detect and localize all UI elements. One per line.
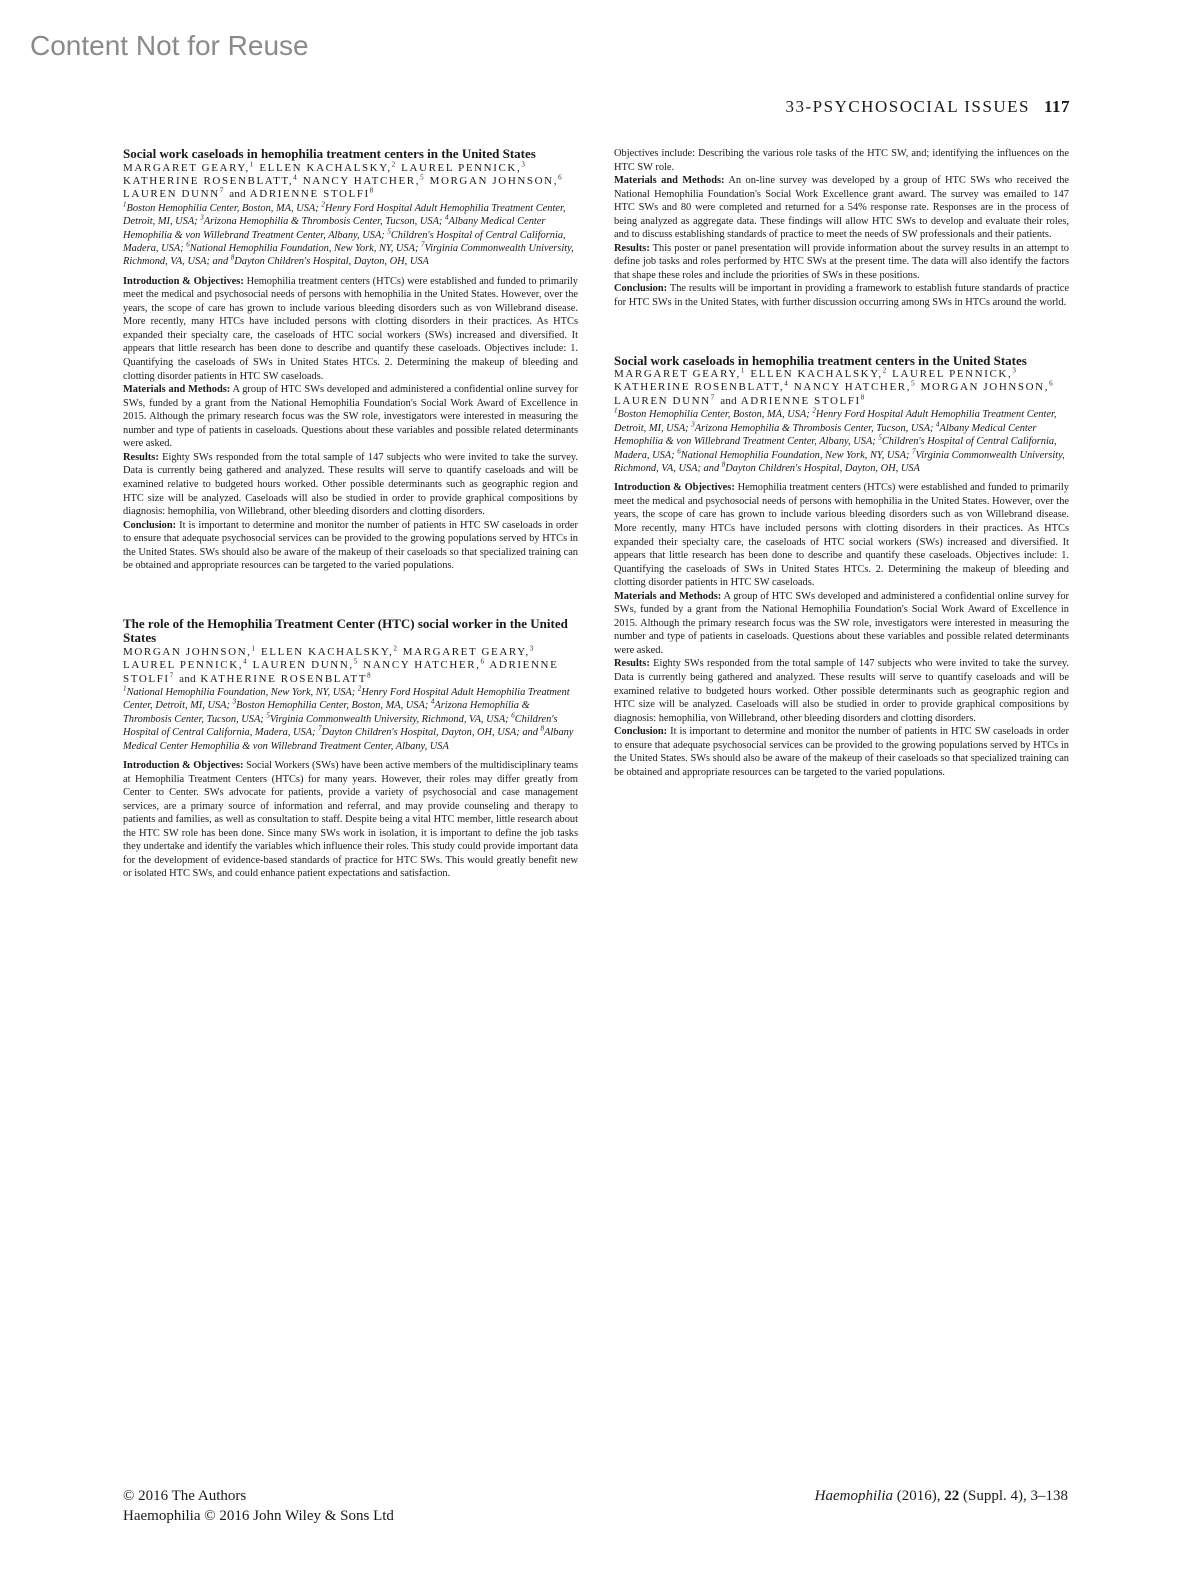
section-title: 33-PSYCHOSOCIAL ISSUES (785, 97, 1030, 116)
abstract-title: The role of the Hemophilia Treatment Center (HTC) social worker in the United States (123, 615, 568, 646)
affiliation: $^1$Boston Hemophilia Center, Boston, MA, USA; (123, 200, 319, 214)
author: MORGAN JOHNSON,$^6$ (920, 379, 1055, 394)
affiliation: $^6$Children's Hospital of Central California, Madera, USA; (123, 711, 558, 739)
affiliation: $^6$National Hemophilia Foundation, New York, NY, USA; (677, 447, 910, 461)
author: KATHERINE ROSENBLATT,$^4$ (123, 173, 299, 187)
author: MARGARET GEARY,$^1$ (614, 366, 746, 381)
abstract-section: Materials and Methods: An on-line survey was developed by a group of HTC SWs who received the National Hemophilia Foundation's Social Work Excellence grant award. The survey was emailed to 147 HTC SWs and 80 were completed and returned for a 54% response rate. Responses are in the process of being analyzed as aggregate data. These findings will allow HTC SWs to develop and evaluate their roles, and to discuss establishing standards of practice to meet the needs of SW professionals and their patients. (614, 175, 1070, 241)
column-right (614, 147, 1069, 779)
author: ELLEN KACHALSKY,$^2$ (259, 159, 397, 174)
author: NANCY HATCHER,$^5$ (793, 379, 917, 394)
abstract-affiliations (123, 202, 578, 269)
affiliation: $^5$Children's Hospital of Central California, Madera, USA; (123, 227, 566, 254)
abstract-section: Introduction & Objectives: Hemophilia treatment centers (HTCs) were established and funded to primarily meet the medical and psychosocial needs of persons with hemophilia in the United States. However, over the years, the scope of care has grown to include various bleeding disorders such as von Willebrand disease. More recently, many HTCs have included persons with clotting disorders in their practices. As HTCs expanded their specialty care, the caseloads of HTC social workers (SWs) increased and diversified. It appears that little research has been done to describe and quantify these caseloads. Objectives include: 1. Quantifying the caseloads of SWs in United States HTCs. 2. Determining the makeup of bleeding and clotting disorder patients in HTC SW caseloads. (614, 482, 1069, 589)
journal-pages: (Suppl. 4), 3–138 (963, 1488, 1068, 1504)
abstract-section: Introduction & Objectives: Hemophilia treatment centers (HTCs) were established and funded to primarily meet the medical and psychosocial needs of persons with hemophilia in the United States. However, over the years, the scope of care has grown to include various bleeding disorders such as von Willebrand disease. More recently, many HTCs have included persons with clotting disorders in their practices. As HTCs expanded their specialty care, the caseloads of HTC social workers (SWs) increased and diversified. It appears that little research has been done to describe and quantify these caseloads. Objectives include: 1. Quantifying the caseloads of SWs in United States HTCs. 2. Determining the makeup of bleeding and clotting disorder patients in HTC SW caseloads. (123, 275, 578, 382)
author: ADRIENNE STOLFI$^8$ (740, 393, 866, 407)
affiliation: $^7$Dayton Children's Hospital, Dayton, OH, USA; and (318, 724, 538, 739)
author: ADRIENNE STOLFI$^7$ (123, 659, 559, 685)
and-conjunction: and (229, 188, 246, 201)
affiliation: $^3$Boston Hemophilia Center, Boston, MA, USA; (232, 697, 429, 712)
abstract (123, 617, 578, 881)
affiliation: $^3$Arizona Hemophilia & Thrombosis Center, Tucson, USA; (691, 420, 934, 434)
abstract-section: Objectives include: Describing the various role tasks of the HTC SW, and; identifying the influences on the HTC SW role. (614, 148, 1069, 173)
abstract-section: Results: This poster or panel presentation will provide information about the survey results in an attempt to define job tasks and roles performed by HTC SWs at the present time. The data will also identify the factors that shape these roles and include the priorities of SWs in these positions. (614, 242, 1069, 281)
journal-year: (2016), (896, 1488, 941, 1504)
affiliation: $^2$Henry Ford Hospital Adult Hemophilia Treatment Center, Detroit, MI, USA; (123, 200, 566, 228)
footer-citation (815, 1486, 1068, 1506)
abstract-section: Conclusion: It is important to determine and monitor the number of patients in HTC SW caseloads in order to ensure that adequate psychosocial services can be provided to the growing populations served by HTCs in the United States. SWs should also be aware of the makeup of their caseloads so that specialized training can be obtained and appropriate resources can be targeted to the varied populations. (614, 726, 1069, 778)
author: KATHERINE ROSENBLATT,$^4$ (614, 379, 790, 394)
abstract-title: Social work caseloads in hemophilia treatment centers in the United States (123, 146, 536, 161)
abstract-section: Materials and Methods: A group of HTC SWs developed and administered a confidential online survey for SWs, funded by a grant from the National Hemophilia Foundation's Social Work Award of Excellence in 2015. Although the primary research focus was the SW role, investigators were interested in measuring the number and type of patients in caseloads. Questions about these variables and possible related determinants were asked. (614, 590, 1069, 656)
abstract-authors (123, 646, 578, 686)
abstract-continued (614, 147, 1069, 310)
author: LAUREL PENNICK,$^4$ (123, 657, 249, 672)
abstract (614, 354, 1069, 780)
affiliation: $^4$Arizona Hemophilia & Thrombosis Center, Tucson, USA; (123, 697, 530, 725)
affiliation: $^1$National Hemophilia Foundation, New York, NY, USA; (123, 684, 356, 698)
affiliation: $^6$National Hemophilia Foundation, New York, NY, USA; (186, 240, 419, 254)
abstract-section: Results: Eighty SWs responded from the total sample of 147 subjects who were invited to take the survey. Data is currently being gathered and analyzed. These results will serve to quantify caseloads and will be examined relative to budgeted hours worked. Other possible determinants such as geographic region and HTC size will be analyzed. Caseloads will also be studied in order to provide graphical compositions by diagnosis: hemophilia, von Willebrand, other bleeding disorders and clotting disorders. (123, 451, 578, 518)
abstract-section: Results: Eighty SWs responded from the total sample of 147 subjects who were invited to take the survey. Data is currently being gathered and analyzed. These results will serve to quantify caseloads and will be examined relative to budgeted hours worked. Other possible determinants such as geographic region and HTC size will be analyzed. Caseloads will also be studied in order to provide graphical compositions by diagnosis: hemophilia, von Willebrand, other bleeding disorders and clotting disorders. (614, 658, 1069, 724)
abstract-affiliations (614, 408, 1069, 475)
author: MORGAN JOHNSON,$^6$ (429, 173, 564, 187)
affiliation: $^3$Arizona Hemophilia & Thrombosis Center, Tucson, USA; (200, 213, 443, 228)
affiliation: $^4$Albany Medical Center Hemophilia & von Willebrand Treatment Center, Albany, USA; (123, 213, 546, 241)
abstract-authors (614, 368, 1069, 408)
affiliation: $^5$Children's Hospital of Central California, Madera, USA; (614, 433, 1057, 461)
footer-line: © 2016 The Authors (123, 1488, 247, 1504)
author: NANCY HATCHER,$^6$ (363, 657, 486, 672)
author: LAUREN DUNN$^7$ (123, 186, 225, 201)
affiliation: $^4$Albany Medical Center Hemophilia & von Willebrand Treatment Center, Albany, USA; (614, 420, 1037, 448)
affiliation: $^2$Henry Ford Hospital Adult Hemophilia Treatment Center, Detroit, MI, USA; (123, 684, 570, 712)
author: NANCY HATCHER,$^5$ (302, 173, 426, 187)
abstract (123, 147, 578, 573)
affiliation: $^1$Boston Hemophilia Center, Boston, MA, USA; (614, 406, 810, 421)
footer-line: Haemophilia © 2016 John Wiley & Sons Ltd (123, 1508, 394, 1524)
footer-copyright (123, 1486, 394, 1526)
affiliation: $^2$Henry Ford Hospital Adult Hemophilia Treatment Center, Detroit, MI, USA; (614, 406, 1057, 434)
author: MARGARET GEARY,$^3$ (402, 644, 535, 658)
author: ELLEN KACHALSKY,$^2$ (750, 366, 888, 381)
abstract-section: Conclusion: It is important to determine and monitor the number of patients in HTC SW caseloads in order to ensure that adequate psychosocial services can be provided to the growing populations served by HTCs in the United States. SWs should also be aware of the makeup of their caseloads so that specialized training can be obtained and appropriate resources can be targeted to the varied populations. (123, 519, 578, 572)
author: LAUREL PENNICK,$^3$ (892, 366, 1018, 381)
affiliation: $^5$Virginia Commonwealth University, Richmond, VA, USA; (266, 711, 509, 725)
abstract-section: Introduction & Objectives: Social Workers (SWs) have been active members of the multidisciplinary teams at Hemophilia Treatment Centers (HTCs) for many years. However, their roles may differ greatly from Center to Center. SWs advocate for patients, provide a variety of psychosocial and case management services, are a primary source of information and referral, and may provide counseling and therapy to patients and families, as well as consultation to staff. Despite being a vital HTC member, little research about the HTC SW role has been done. Since many SWs work in isolation, it is important to define the job tasks they undertake and identify the variables which influence their roles. This study could provide important data for the development of evidence-based standards of practice for HTC SWs. This would greatly benefit new or isolated HTC SWs, and could enhance patient expectations and satisfaction. (123, 760, 579, 880)
and-conjunction: and (720, 394, 737, 407)
affiliation: $^8$Albany Medical Center Hemophilia & von Willebrand Treatment Center, Albany, USA (123, 724, 574, 752)
abstract-section: Conclusion: The results will be important in providing a framework to establish future standards of practice for HTC SWs in the United States, with further discussion occurring among SWs in HTCs around the world. (614, 283, 1069, 309)
author: MARGARET GEARY,$^1$ (123, 159, 255, 174)
and-conjunction: and (179, 672, 196, 685)
watermark: Content Not for Reuse (30, 30, 309, 61)
author: LAUREL PENNICK,$^3$ (401, 159, 527, 174)
author: ADRIENNE STOLFI$^8$ (249, 186, 375, 201)
author: MORGAN JOHNSON,$^1$ (123, 644, 257, 658)
author: LAUREN DUNN$^7$ (614, 393, 716, 407)
author: KATHERINE ROSENBLATT$^8$ (200, 670, 373, 685)
abstract-authors (123, 159, 578, 202)
abstract-affiliations (123, 686, 578, 753)
abstract-title: Social work caseloads in hemophilia treatment centers in the United States (614, 352, 1027, 368)
affiliation: $^7$Virginia Commonwealth University, Richmond, VA, USA; and (123, 240, 574, 268)
affiliation: $^7$Virginia Commonwealth University, Richmond, VA, USA; and (614, 447, 1065, 474)
journal-volume: 22 (944, 1488, 960, 1504)
affiliation: $^8$Dayton Children's Hospital, Dayton, OH, USA (230, 253, 429, 268)
affiliation: $^8$Dayton Children's Hospital, Dayton, OH, USA (721, 460, 920, 474)
author: ELLEN KACHALSKY,$^2$ (260, 644, 399, 658)
abstract-section: Materials and Methods: A group of HTC SWs developed and administered a confidential online survey for SWs, funded by a grant from the National Hemophilia Foundation's Social Work Award of Excellence in 2015. Although the primary research focus was the SW role, investigators were interested in measuring the number and type of patients in caseloads. Questions about these variables and possible related determinants were asked. (123, 384, 578, 450)
page-number: 117 (1043, 97, 1070, 116)
author: LAUREN DUNN,$^5$ (252, 657, 359, 672)
journal-name: Haemophilia (814, 1488, 893, 1504)
column-left (123, 147, 578, 881)
running-head (786, 97, 1071, 117)
